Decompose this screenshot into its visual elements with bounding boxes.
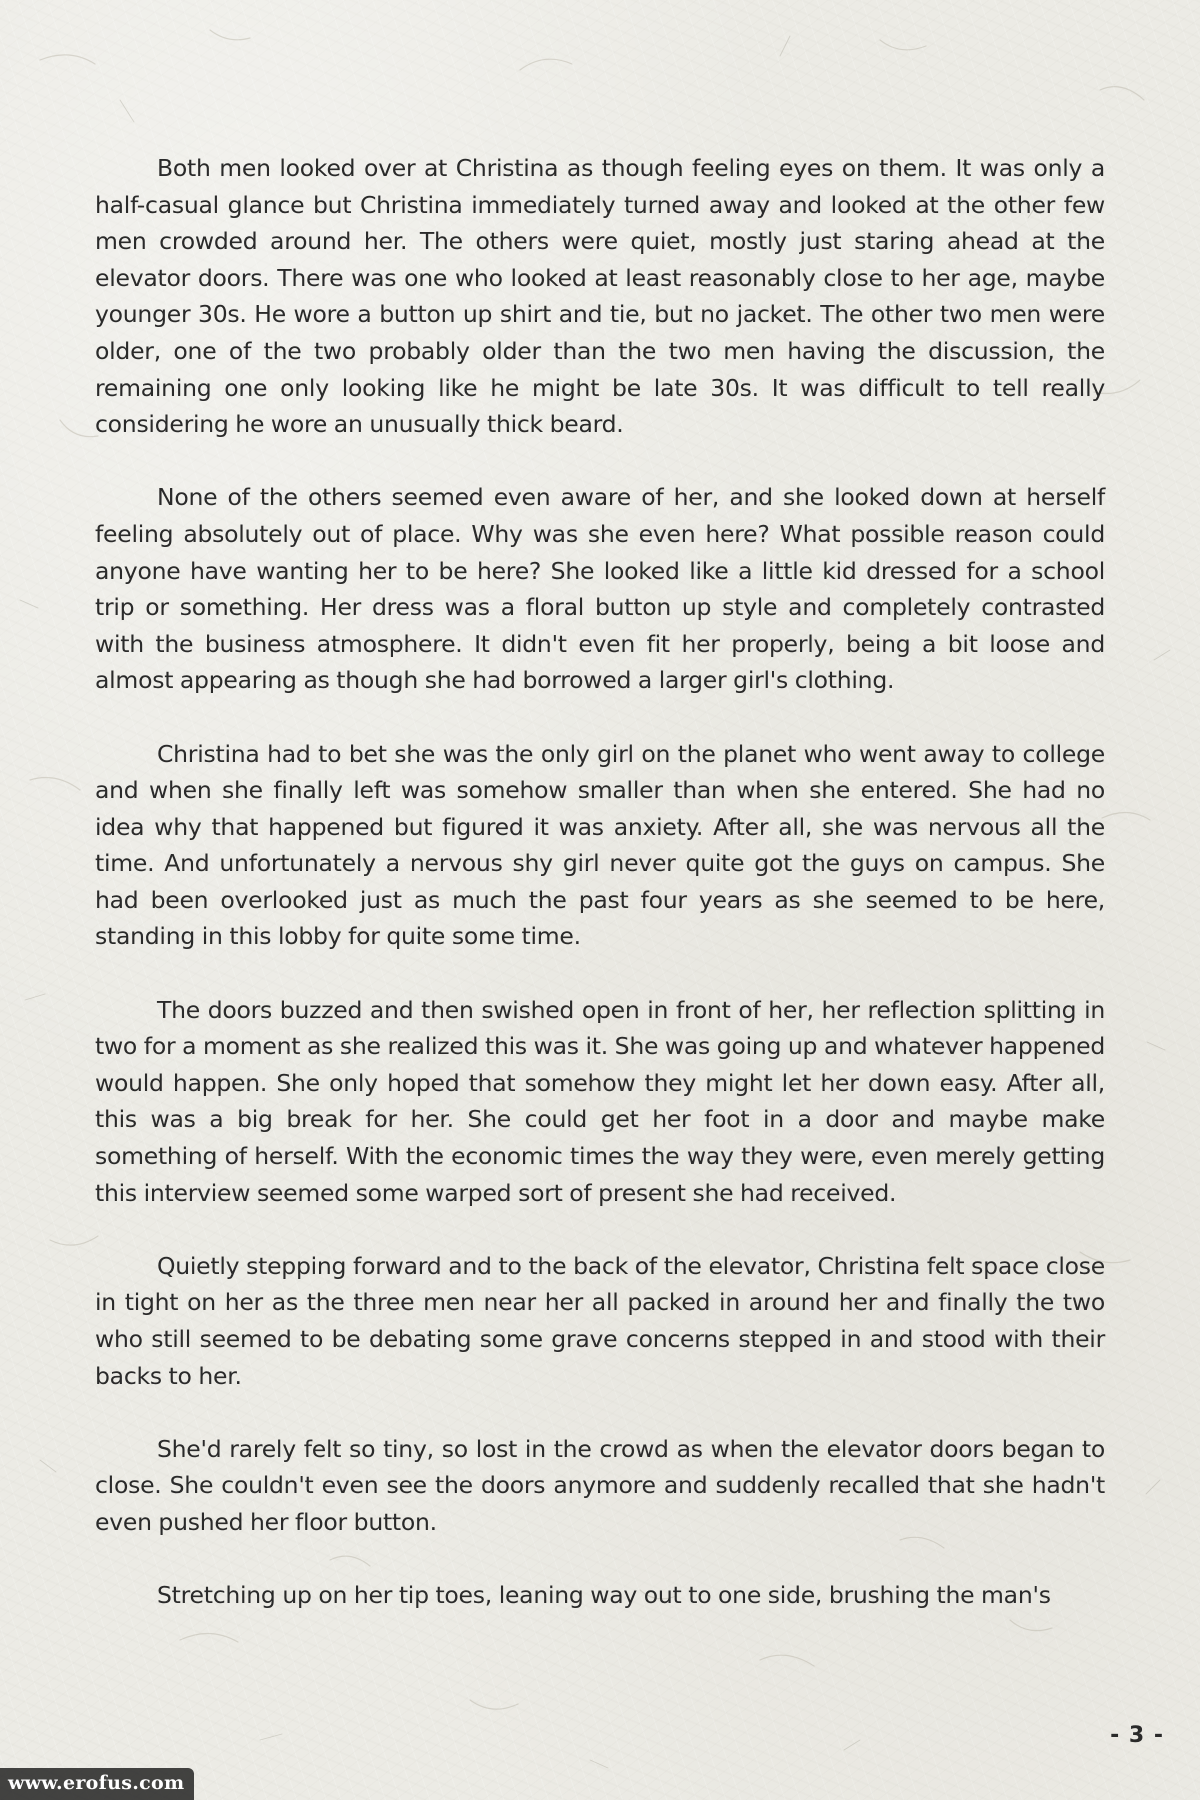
page-number: - 3 -: [1110, 1723, 1164, 1748]
site-watermark: www.erofus.com: [0, 1768, 194, 1800]
paragraph-1: Both men looked over at Christina as though feeling eyes on them. It was only a half-casual glance but Christina immediately turned away and looked at the other few men crowded around her. The others were quiet, mostly just staring ahead at the elevator doors. There was one who looked at least reasonably close to her age, maybe younger 30s. He wore a button up shirt and tie, but no jacket. The other two men were older, one of the two probably older than the two men having the discussion, the remaining one only looking like he might be late 30s. It was difficult to tell really considering he wore an unusually thick beard.: [95, 154, 1105, 439]
paragraph-5: Quietly stepping forward and to the back of the elevator, Christina felt space close in tight on her as the three men near her all packed in around her and finally the two who still seemed to be debating some grave concerns stepped in and stood with their backs to her.: [95, 1251, 1105, 1390]
paragraph-2: None of the others seemed even aware of her, and she looked down at herself feeling absolutely out of place. Why was she even here? What possible reason could anyone have wanting her to be here? She looked like a little kid dressed for a school trip or something. Her dress was a floral button up style and completely contrasted with the business atmosphere. It didn't even fit her properly, being a bit loose and almost appearing as though she had borrowed a larger girl's clothing.: [95, 483, 1105, 695]
paragraph-7: Stretching up on her tip toes, leaning way out to one side, brushing the man's: [157, 1581, 1051, 1610]
paragraph-3: Christina had to bet she was the only girl on the planet who went away to college and when she finally left was somehow smaller than when she entered. She had no idea why that happened but figured it was anxiety. After all, she was nervous all the time. And unfortunately a nervous shy girl never quite got the guys on campus. She had been overlooked just as much the past four years as she seemed to be here, standing in this lobby for quite some time.: [95, 739, 1105, 951]
paragraph-4: The doors buzzed and then swished open in front of her, her reflection splitting in two for a moment as she realized this was it. She was going up and whatever happened would happen. She only hoped that somehow they might let her down easy. After all, this was a big break for her. She could get her foot in a door and maybe make something of herself. With the economic times the way they were, even merely getting this interview seemed some warped sort of present she had received.: [95, 995, 1105, 1207]
story-text: [95, 150, 1105, 1614]
paragraph-6: She'd rarely felt so tiny, so lost in the crowd as when the elevator doors began to close. She couldn't even see the doors anymore and suddenly recalled that she hadn't even pushed her floor button.: [95, 1434, 1105, 1536]
